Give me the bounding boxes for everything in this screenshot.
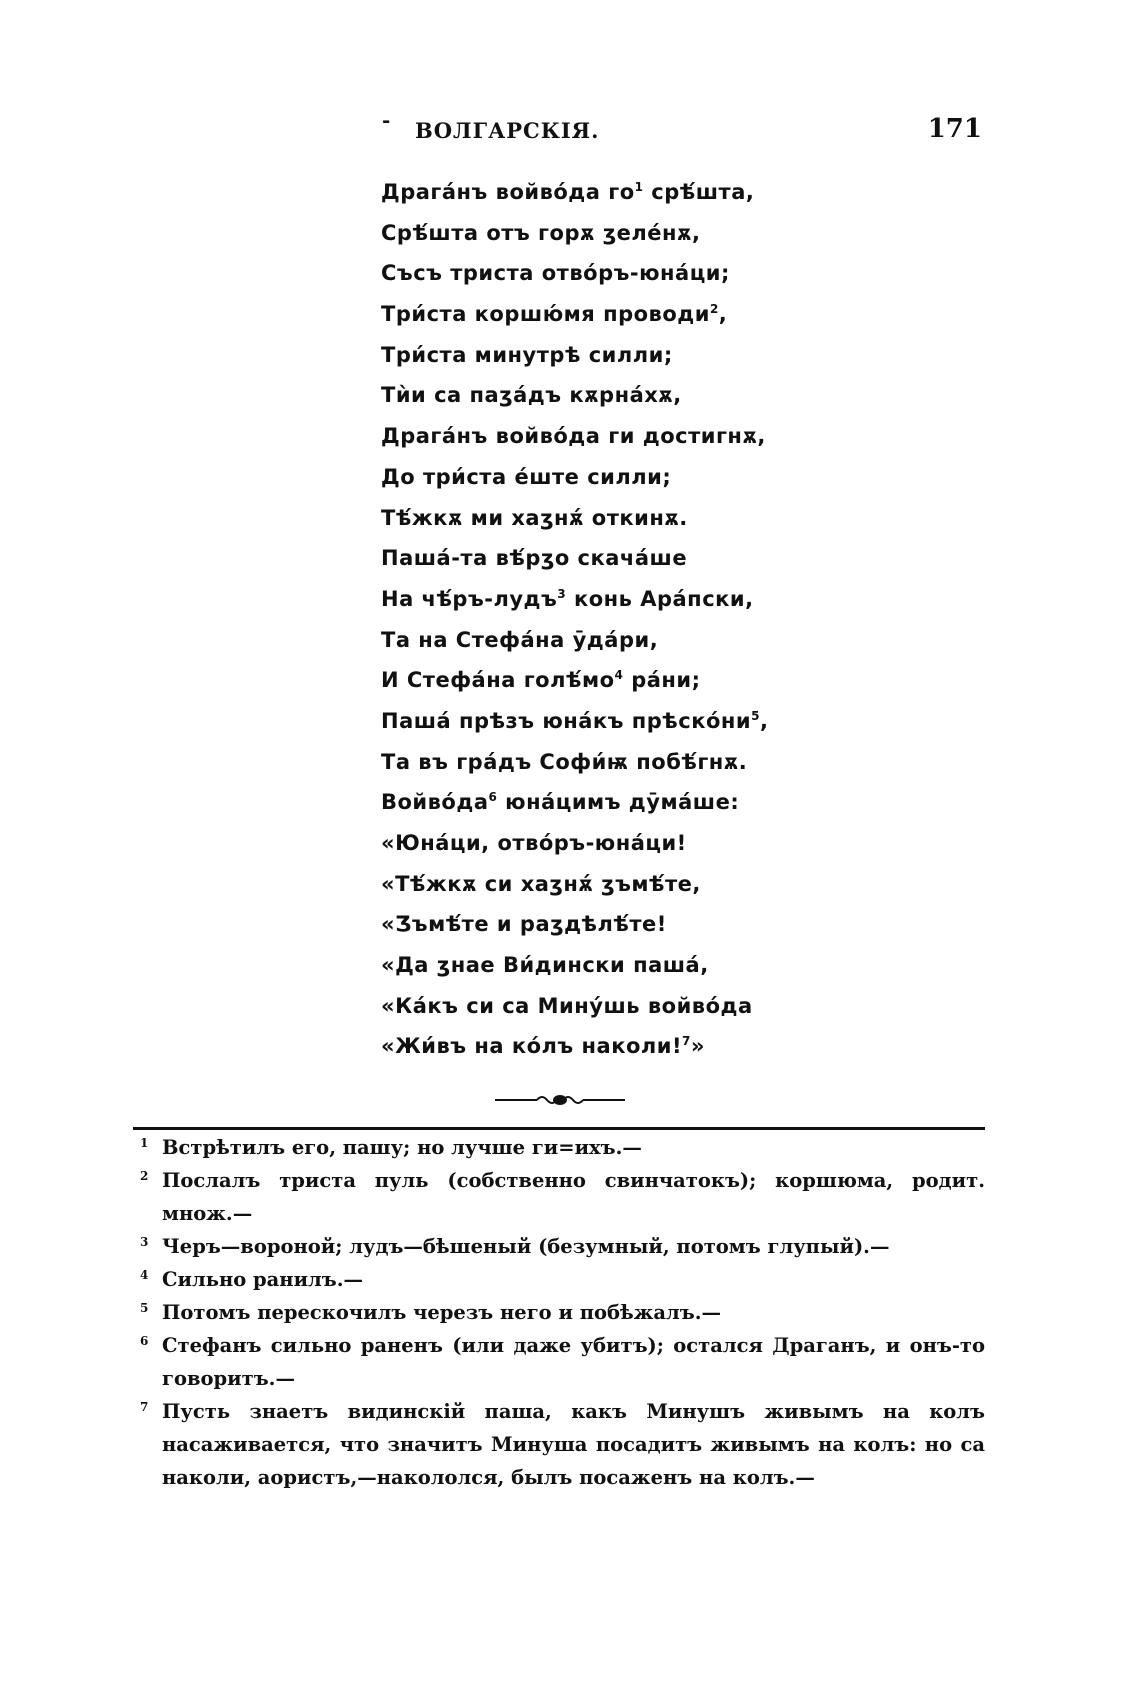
poem-line-text: Три́ста минутрѣ силли;	[381, 342, 673, 367]
poem-line-text: «Юна́ци, отво́ръ-юна́ци!	[381, 831, 687, 855]
footnote-text: Сильно ранилъ.—	[162, 1268, 364, 1291]
footnote: 1 Встрѣтилъ его, пашу; но лучше ги=ихъ.—	[140, 1135, 642, 1159]
footnote-ref: 4	[614, 668, 624, 683]
running-title: ВОЛГАРСКIЯ.	[415, 118, 600, 143]
poem-line	[381, 457, 781, 498]
poem-line-text: «Тѣ́жкѫ си хаӡнѫ́ ӡъмѣ́те,	[381, 871, 701, 896]
poem-text	[381, 172, 781, 1067]
poem-line-text: На чѣ́ръ-лудъ	[381, 586, 558, 611]
ornament-icon	[495, 1090, 625, 1110]
footnote: 5 Потомъ перескочилъ черезъ него и побѣжалъ.—	[140, 1300, 722, 1324]
poem-line-tail: срѣ́шта,	[643, 180, 755, 204]
poem-line-text: Паша́-та вѣ́рӡо скача́ше	[381, 546, 688, 571]
footnote-text: Послалъ триста пуль (собственно свинчатокъ); коршюма, родит. множ.—	[162, 1169, 985, 1225]
footnote-ref: 1	[634, 180, 644, 194]
footnote: 3 Черъ—вороной; лудъ—бѣшеный (безумный, потомъ глупый).—	[140, 1234, 890, 1258]
poem-line	[381, 823, 781, 864]
poem-line-tail: юна́цимъ дӯма́ше:	[497, 790, 740, 815]
poem-line-text: Та на Стефа́на ӯда́ри,	[381, 627, 659, 652]
poem-line	[381, 620, 781, 661]
poem-line-text: Тѣ́жкѫ ми хаӡнѫ́ откинѫ.	[381, 505, 688, 530]
poem-line	[381, 375, 781, 416]
poem-line-text: Драга́нъ войво́да го	[381, 180, 635, 204]
footnotes	[140, 1131, 985, 1494]
footnote-text: Потомъ перескочилъ черезъ него и побѣжалъ.—	[162, 1301, 722, 1324]
page-header	[140, 108, 990, 152]
poem-line-text: Три́ста коршю́мя проводи	[381, 302, 710, 327]
poem-line-tail: ра́ни;	[623, 668, 701, 693]
page-number: 171	[927, 114, 982, 144]
poem-line	[381, 294, 781, 335]
footnote: 7 Пусть знаетъ видинскій паша, какъ Минушъ живымъ на колъ насаживается, что значитъ Минуша посадитъ живымъ на колъ: но са наколи, аористъ,—накололся, былъ посаженъ на колъ.—	[140, 1399, 985, 1489]
poem-line-text: Драга́нъ войво́да ги достигнѫ,	[381, 424, 766, 449]
poem-line	[381, 742, 781, 783]
poem-line-tail: конь Ара́пски,	[566, 586, 754, 611]
footnote-ref: 3	[557, 586, 567, 601]
poem-line	[381, 172, 781, 213]
poem-line	[381, 945, 781, 986]
poem-line	[381, 213, 781, 254]
poem-line-text: Войво́да	[381, 790, 489, 815]
poem-line-text: Паша́ прѣзъ юна́къ прѣско́ни	[381, 708, 752, 733]
footnote-text: Стефанъ сильно раненъ (или даже убитъ); остался Драганъ, и онъ-то говоритъ.—	[162, 1334, 985, 1390]
poem-line	[381, 498, 781, 539]
poem-line	[381, 986, 781, 1027]
poem-line-text: «Ӡъмѣ́те и раӡдѣлѣ́те!	[381, 912, 667, 937]
footnote-text: Черъ—вороной; лудъ—бѣшеный (безумный, потомъ глупый).—	[162, 1235, 890, 1258]
poem-line	[381, 864, 781, 905]
poem-line-text: «Жи́въ на ко́лъ наколи!	[381, 1034, 683, 1059]
footnote-ref: 6	[488, 790, 498, 805]
poem-line-text: Тѝи са паӡа́дъ кѫрна́хѫ,	[381, 383, 682, 408]
poem-line-tail: ,	[718, 302, 728, 327]
footnote-ref: 7	[682, 1034, 691, 1049]
footnote: 6 Стефанъ сильно раненъ (или даже убитъ); остался Драганъ, и онъ-то говоритъ.—	[140, 1333, 985, 1390]
poem-line-text: И Стефа́на голѣ́мо	[381, 668, 615, 693]
poem-line-text: До три́ста е́ште силли;	[381, 464, 672, 489]
poem-line	[381, 701, 781, 742]
poem-line-tail: ,	[759, 708, 769, 733]
footnote-ref: 5	[751, 708, 760, 723]
poem-line	[381, 416, 781, 457]
poem-line-tail: »	[690, 1034, 705, 1059]
footnote-ref: 2	[709, 302, 719, 317]
header-dash: -	[382, 108, 391, 132]
poem-line	[381, 579, 781, 620]
footnote-rule	[133, 1127, 985, 1130]
footnote-text: Встрѣтилъ его, пашу; но лучше ги=ихъ.—	[162, 1136, 642, 1159]
poem-line	[381, 660, 781, 701]
poem-line-text: Съсъ триста отво́ръ-юна́ци;	[381, 261, 730, 286]
poem-line	[381, 904, 781, 945]
poem-line-text: Срѣ́шта отъ горѫ ӡеле́нѫ,	[381, 220, 701, 245]
ornament-divider	[495, 1090, 625, 1110]
footnote: 4 Сильно ранилъ.—	[140, 1267, 364, 1291]
poem-line	[381, 1026, 781, 1067]
footnote: 2 Послалъ триста пуль (собственно свинчатокъ); коршюма, родит. множ.—	[140, 1168, 985, 1225]
poem-line	[381, 538, 781, 579]
poem-line-text: «Ка́къ си са Мину́шь войво́да	[381, 993, 753, 1018]
poem-line	[381, 253, 781, 294]
footnote-text: Пусть знаетъ видинскій паша, какъ Минушъ живымъ на колъ насаживается, что значитъ Минуша посадитъ живымъ на колъ: но са наколи, аористъ,—накололся, былъ посаженъ на колъ.—	[162, 1400, 985, 1489]
poem-line-text: Та въ гра́дъ Софи́ѭ побѣ́гнѫ.	[381, 749, 748, 774]
poem-line-text: «Да ӡнае Ви́дински паша́,	[381, 953, 709, 978]
poem-line	[381, 335, 781, 376]
poem-line	[381, 782, 781, 823]
